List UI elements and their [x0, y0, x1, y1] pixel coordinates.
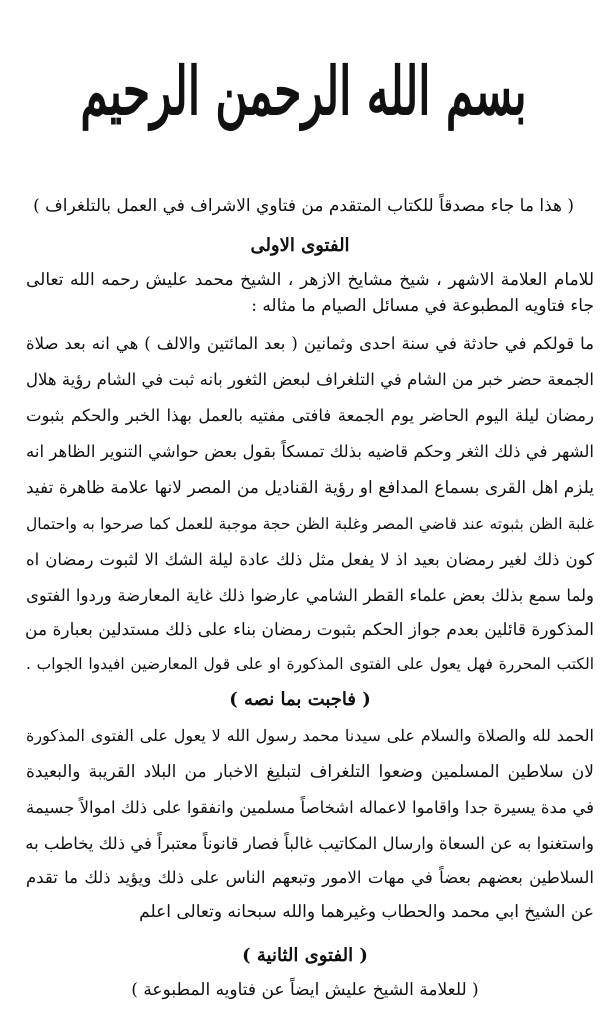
question-line: الجمعة حضر خبر من الشام في التلغراف لبعض الثغور بانه ثبت في الشام رؤية هلال — [26, 370, 594, 389]
answer-line: لان سلاطين المسلمين وضعوا التلغراف لتبليغ الاخبار من البلاد القريبة والبعيدة — [26, 762, 594, 782]
answer-line: السلاطين بعضهم بعضاً في مهات الامور وتبعهم الناس على ذلك ويؤيد ذلك ما تقدم — [26, 868, 594, 887]
question-line: الكتب المحررة فهل يعول على الفتوى المذكورة او على قول المعارضين افيدوا الجواب . — [26, 655, 594, 673]
text-line: للامام العلامة الاشهر ، شيخ مشايخ الازهر ، الشيخ محمد عليش رحمه الله تعالى — [26, 270, 594, 290]
answer-heading: ( فاجبت بما نصه ) — [229, 689, 371, 710]
bismillah-calligraphy — [0, 54, 607, 168]
question-line: يلزم اهل القرى بسماع المدافع او رؤية القناديل من المصر لانها علامة ظاهرة تفيد — [26, 478, 594, 498]
question-line: المذكورة قائلين بعدم جواز الحكم بثبوت رمضان بناء على ذلك مستدلين بعبارة من — [25, 620, 594, 640]
intro-heading: ( هذا ما جاء مصدقاً للكتاب المتقدم من فتاوي الاشراف في العمل بالتلغراف ) — [33, 196, 574, 216]
answer-line: عن الشيخ ابي محمد والحطاب وغيرهما والله سبحانه وتعالى اعلم — [139, 902, 594, 922]
answer-line: في مدة يسيرة جدا واقاموا لاعماله اشخاصاً مسلمين وانفقوا على ذلك اموالاً جسيمة — [26, 798, 594, 817]
fatwa-2-subtitle: ( للعلامة الشيخ عليش ايضاً عن فتاويه المطبوعة ) — [131, 980, 479, 1000]
bismillah-text: بسم الله الرحمن الرحيم — [80, 54, 527, 131]
question-line: غلبة الظن بثبوته عند قاضي المصر وغلبة الظن حجة موجبة للعمل كما صرحوا به واحتمال — [26, 515, 594, 533]
fatwa-1-title: الفتوى الاولى — [250, 235, 350, 256]
question-line: رمضان ليلة اليوم الحاضر يوم الجمعة فافتى مفتيه بالعمل بهذا الخبر والحكم بثبوت — [26, 406, 594, 425]
question-line: ولما سمع بذلك بعض علماء القطر الشامي عارضوا ذلك غاية المعارضة وردوا الفتوى — [26, 586, 594, 605]
text-line: جاء فتاويه المطبوعة في مسائل الصيام ما مثاله : — [251, 296, 594, 316]
question-line: ما قولكم في حادثة في سنة احدى وثمانين ( بعد المائتين والالف ) هي انه بعد صلاة — [26, 334, 594, 353]
question-line: الشهر في ذلك الثغر وحكم قاضيه بذلك تمسكاً بقول بعض حواشي التنوير الظاهر انه — [26, 442, 594, 461]
fatwa-2-title: ( الفتوى الثانية ) — [242, 945, 368, 966]
answer-line: واستغنوا به عن السعاة وارسال المكاتيب غالباً فصار قانوناً معتبراً في ذلك يخاطب به — [25, 834, 594, 853]
answer-line: الحمد لله والصلاة والسلام على سيدنا محمد رسول الله لا يعول على الفتوى المذكورة — [26, 726, 594, 745]
question-line: كون ذلك لغير رمضان بعيد اذ لا يفعل مثل ذلك عادة ليلة الشك الا لثبوت رمضان اه — [26, 550, 594, 569]
